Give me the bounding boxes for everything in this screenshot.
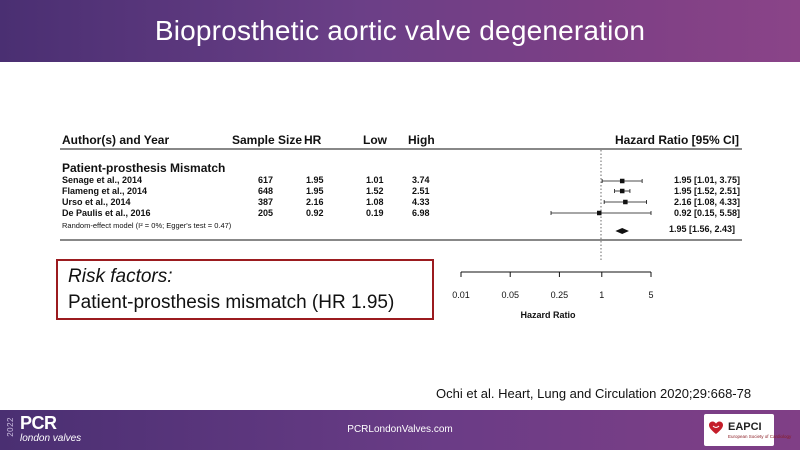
ci-mark: [604, 200, 646, 205]
study-low: 1.01: [366, 175, 384, 185]
study-hr: 1.95: [306, 186, 324, 196]
footer-url[interactable]: PCRLondonValves.com: [347, 424, 453, 435]
study-hr: 0.92: [306, 208, 324, 218]
study-author: Flameng et al., 2014: [62, 186, 148, 196]
header-author: Author(s) and Year: [62, 133, 170, 147]
ci-mark: [602, 179, 642, 184]
x-tick-label: 1: [599, 290, 605, 300]
header-high: High: [408, 133, 435, 147]
study-author: Urso et al., 2014: [62, 197, 131, 207]
study-hr: 1.95: [306, 175, 324, 185]
risk-factors-callout: [56, 259, 434, 320]
study-high: 2.51: [412, 186, 430, 196]
table-row: [62, 175, 740, 185]
callout-text: Patient-prosthesis mismatch (HR 1.95): [68, 292, 395, 313]
eapci-logo: [704, 414, 792, 446]
study-n: 205: [257, 208, 273, 218]
summary-diamond: [615, 228, 629, 234]
hr-point: [623, 200, 628, 205]
x-tick-label: 0.05: [501, 290, 519, 300]
study-ci: 0.92 [0.15, 5.58]: [673, 208, 740, 218]
study-n: 387: [257, 197, 273, 207]
study-author: Senage et al., 2014: [62, 175, 143, 185]
study-low: 1.52: [366, 186, 384, 196]
group-label: Patient-prosthesis Mismatch: [62, 161, 226, 175]
eapci-tagline: European Society of Cardiology: [728, 434, 792, 439]
study-low: 1.08: [366, 197, 384, 207]
heart-icon: [708, 420, 724, 436]
summary-ci: 1.95 [1.56, 2.43]: [668, 224, 735, 234]
study-ci: 1.95 [1.52, 2.51]: [673, 186, 740, 196]
hr-point: [620, 179, 625, 184]
x-axis-label: Hazard Ratio: [520, 310, 576, 320]
hr-point: [597, 211, 602, 216]
study-author: De Paulis et al., 2016: [62, 208, 151, 218]
study-ci: 2.16 [1.08, 4.33]: [673, 197, 740, 207]
callout-heading: Risk factors:: [68, 266, 173, 287]
study-high: 3.74: [412, 175, 430, 185]
table-row: [62, 186, 740, 196]
study-high: 6.98: [412, 208, 430, 218]
x-tick-label: 0.01: [452, 290, 470, 300]
header-hr: HR: [304, 133, 322, 147]
pcr-logo: PCR: [20, 413, 57, 433]
footer: [0, 410, 800, 450]
study-high: 4.33: [412, 197, 430, 207]
study-ci: 1.95 [1.01, 3.75]: [673, 175, 740, 185]
header-low: Low: [363, 133, 387, 147]
model-label: Random-effect model (I² = 0%; Egger's test = 0.47): [62, 221, 232, 230]
ci-mark: [615, 189, 630, 194]
header-sample: Sample Size: [232, 133, 303, 147]
x-tick-label: 5: [648, 290, 654, 300]
ci-mark: [551, 211, 651, 216]
x-tick-label: 0.25: [550, 290, 569, 300]
header-ci: Hazard Ratio [95% CI]: [614, 133, 739, 147]
slide-title: Bioprosthetic aortic valve degeneration: [154, 15, 646, 46]
study-low: 0.19: [366, 208, 384, 218]
study-n: 617: [257, 175, 273, 185]
study-n: 648: [257, 186, 273, 196]
eapci-name: EAPCI: [728, 421, 762, 433]
footer-year: 2022: [6, 417, 15, 437]
hr-point: [620, 189, 625, 194]
study-hr: 2.16: [306, 197, 324, 207]
citation: Ochi et al. Heart, Lung and Circulation 2020;29:668-78: [436, 386, 752, 401]
pcr-logo-subtitle: london valves: [20, 433, 82, 444]
